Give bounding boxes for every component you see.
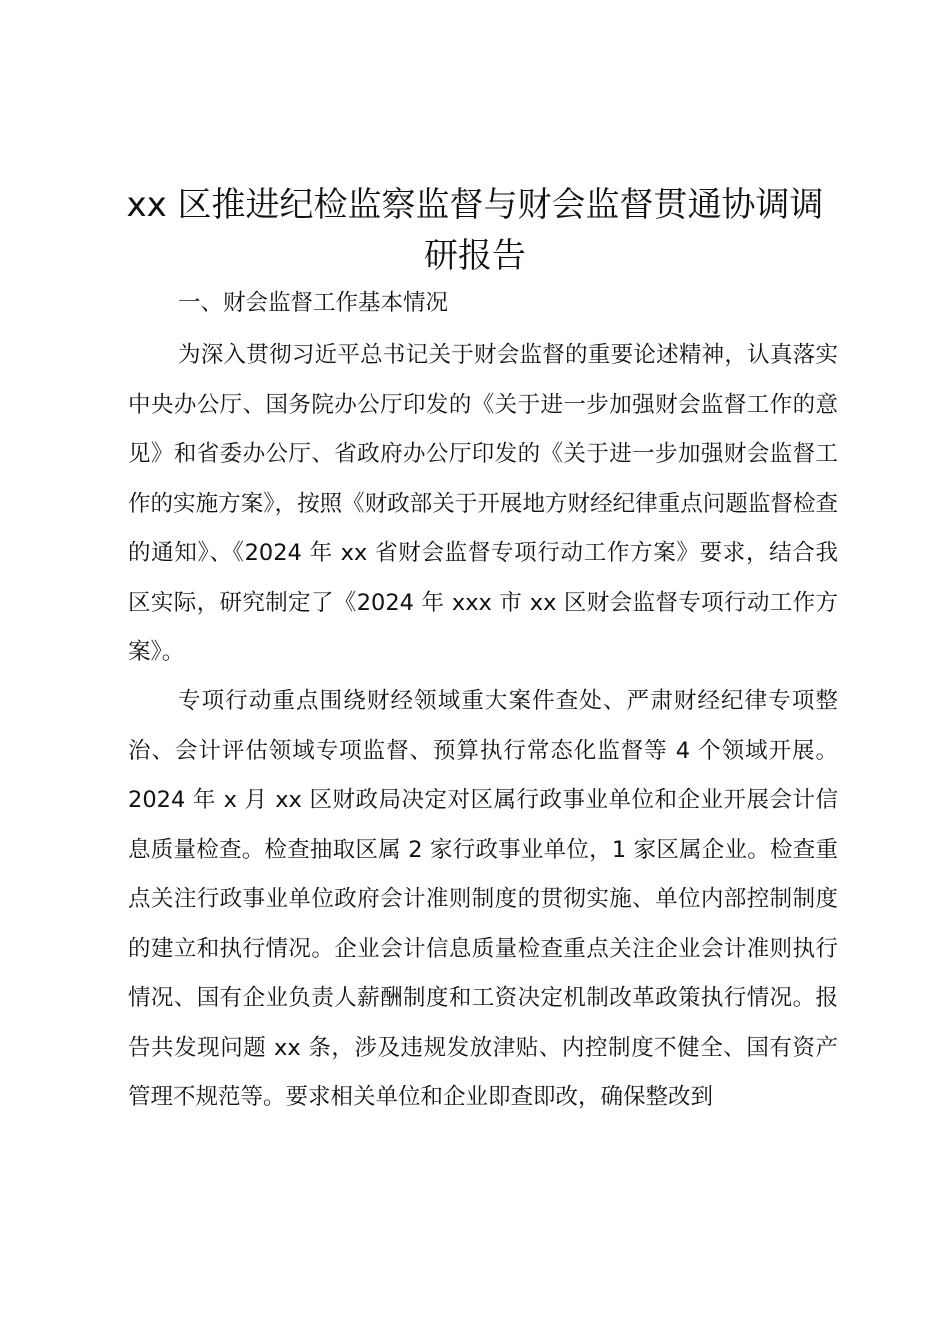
section-heading: 一、财会监督工作基本情况 xyxy=(178,290,449,316)
document-title: xx 区推进纪检监察监督与财会监督贯通协调调研报告 xyxy=(126,185,824,276)
body-paragraph-2: 专项行动重点围绕财经领域重大案件查处、严肃财经纪律专项整治、会计评估领域专项监督、预算执行常态化监督等 4 个领域开展。2024 年 x 月 xx 区财政局决定对区属行政事业单位和企业开展会计信息质量检查。检查抽取区属 2 家行政事业单位，1 家区属企业。检查重点关注行政事业单位政府会计准则制度的贯彻实施、单位内部控制制度的建立和执行情况。企业会计信息质量检查重点关注企业会计准则执行情况、国有企业负责人薪酬制度和工资决定机制改革政策执行情况。报告共发现问题 xx 条，涉及违规发放津贴、内控制度不健全、国有资产管理不规范等。要求相关单位和企业即查即改，确保整改到 xyxy=(128,688,838,1110)
body-paragraph-1: 为深入贯彻习近平总书记关于财会监督的重要论述精神，认真落实中央办公厅、国务院办公厅印发的《关于进一步加强财会监督工作的意见》和省委办公厅、省政府办公厅印发的《关于进一步加强财会监督工作的实施方案》，按照《财政部关于开展地方财经纪律重点问题监督检查的通知》、《2024 年 xx 省财会监督专项行动工作方案》要求，结合我区实际，研究制定了《2024 年 xxx 市 xx 区财会监督专项行动工作方案》。 xyxy=(128,342,838,665)
